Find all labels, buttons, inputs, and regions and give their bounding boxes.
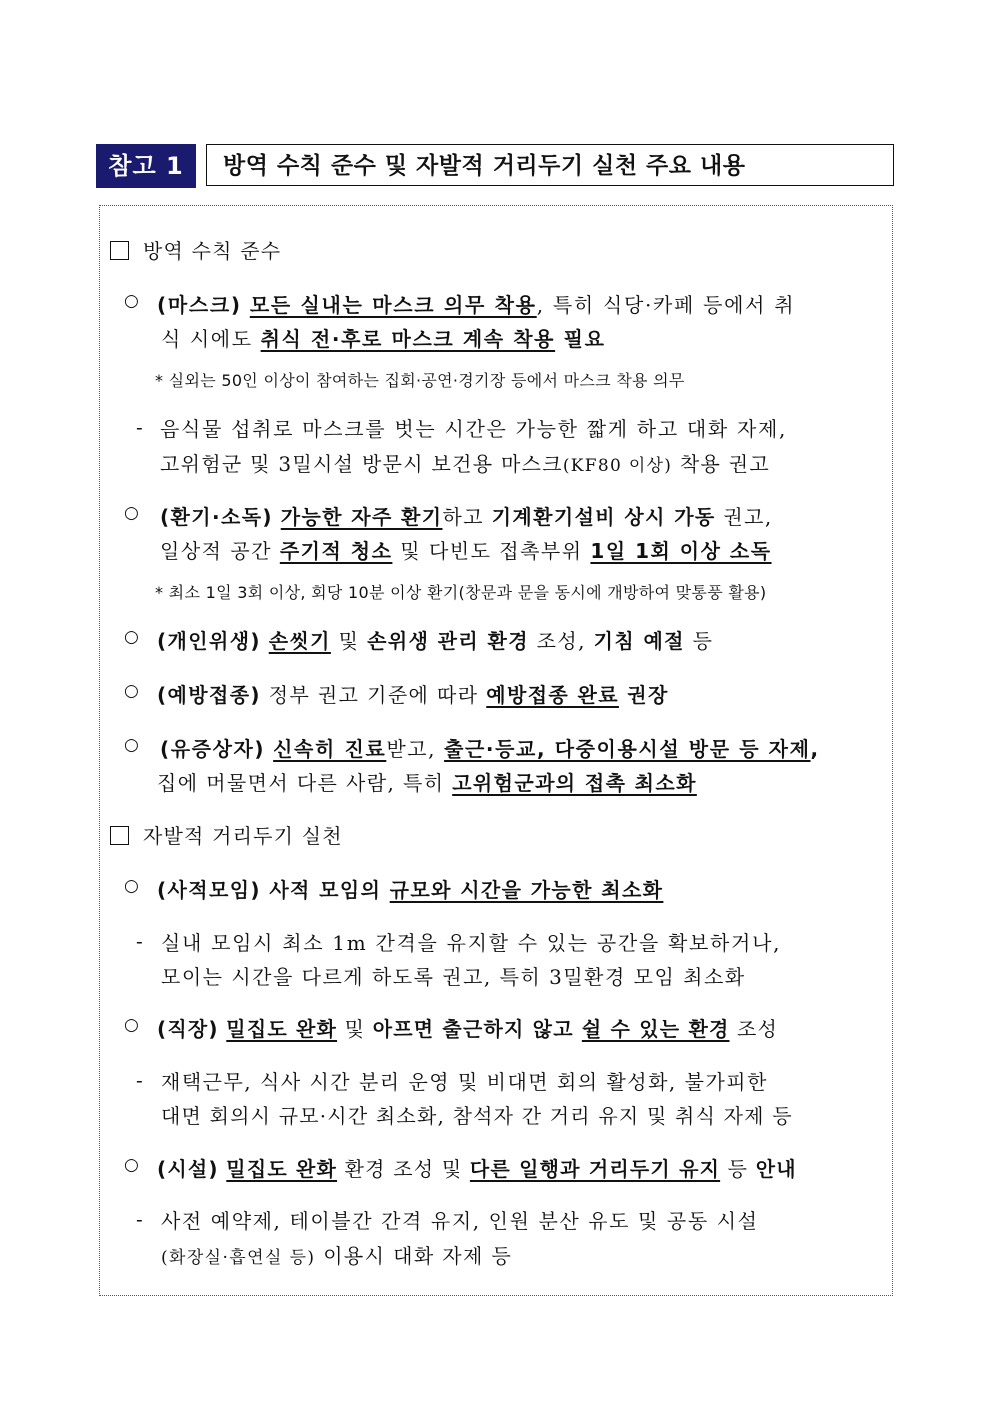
highlight-text: 모든 실내는 마스크 의무 착용 bbox=[249, 293, 537, 317]
highlight-text: 손씻기 bbox=[268, 629, 331, 653]
dash-icon: - bbox=[136, 415, 143, 439]
highlight-text: 밀집도 완화 bbox=[226, 1157, 338, 1181]
body-text: (KF80 이상) bbox=[562, 456, 673, 476]
highlight-text: 출근·등교, 다중이용시설 방문 등 자제 bbox=[444, 737, 811, 761]
body-text: 및 다빈도 접촉부위 bbox=[392, 539, 591, 563]
private-sub-2: 모이는 시간을 다르게 하도록 권고, 특히 3밀환경 모임 최소화 bbox=[161, 965, 746, 989]
body-text: 환경 조성 및 bbox=[337, 1157, 470, 1181]
section-heading-2 bbox=[110, 820, 343, 849]
body-text: 필요 bbox=[555, 327, 606, 351]
section-title: 방역 수칙 준수 bbox=[143, 239, 282, 263]
highlight-text: 주기적 청소 bbox=[279, 539, 393, 563]
highlight-text: 고위험군과의 접촉 최소화 bbox=[452, 771, 697, 795]
body-text: 및 bbox=[330, 629, 368, 653]
dash-icon: - bbox=[136, 929, 143, 953]
work-sub-2: 대면 회의시 규모·시간 최소화, 참석자 간 거리 유지 및 취식 자제 등 bbox=[161, 1104, 793, 1128]
highlight-text: 가능한 자주 환기 bbox=[280, 505, 443, 529]
bullet-circle-icon: ○ bbox=[124, 1155, 139, 1175]
body-text: 받고, bbox=[386, 737, 445, 761]
mask-note: * 실외는 50인 이상이 참여하는 집회·공연·경기장 등에서 마스크 착용 의무 bbox=[155, 371, 685, 390]
body-text: , 특히 식당·카페 등에서 취 bbox=[536, 293, 796, 317]
bullet-circle-icon: ○ bbox=[124, 681, 139, 701]
body-text: 일상적 공간 bbox=[160, 539, 280, 563]
bullet-circle-icon: ○ bbox=[124, 1015, 139, 1035]
body-text: 조성 bbox=[729, 1017, 779, 1041]
item-label: (개인위생) bbox=[157, 629, 261, 653]
highlight-text: 권장 bbox=[618, 683, 669, 707]
highlight-text: 안내 bbox=[755, 1157, 797, 1181]
work-sub-1: 재택근무, 식사 시간 분리 운영 및 비대면 회의 활성화, 불가피한 bbox=[161, 1070, 768, 1094]
private-line bbox=[157, 874, 663, 903]
body-text: 이용시 대화 자제 등 bbox=[315, 1244, 513, 1268]
vaccine-line bbox=[157, 679, 669, 708]
highlight-text: 밀집도 완화 bbox=[226, 1017, 338, 1041]
highlight-text: 기계환기설비 상시 가동 bbox=[491, 505, 716, 529]
highlight-text: 손위생 관리 환경 bbox=[367, 629, 529, 653]
highlight-text: 다른 일행과 거리두기 유지 bbox=[469, 1157, 721, 1181]
highlight-text: 쉴 수 있는 환경 bbox=[581, 1017, 730, 1041]
highlight-text: 1일 1회 이상 소독 bbox=[590, 539, 772, 563]
body-text: 식 시에도 bbox=[161, 327, 261, 351]
item-label: (직장) bbox=[157, 1017, 219, 1041]
item-label: (환기·소독) bbox=[160, 505, 273, 529]
body-text: , bbox=[810, 737, 820, 761]
private-sub-1: 실내 모임시 최소 1m 간격을 유지할 수 있는 공간을 확보하거나, bbox=[161, 931, 782, 955]
highlight-text: 취식 전·후로 마스크 계속 착용 bbox=[260, 327, 556, 351]
item-label: (시설) bbox=[157, 1157, 219, 1181]
vent-line-2 bbox=[160, 535, 772, 564]
body-text: 고위험군 및 3밀시설 방문시 보건용 마스크 bbox=[160, 452, 563, 476]
section-heading-1 bbox=[110, 235, 281, 264]
body-text: 권고, bbox=[715, 505, 773, 529]
highlight-text: 신속히 진료 bbox=[273, 737, 387, 761]
highlight-text: 규모와 시간을 가능한 최소화 bbox=[389, 878, 664, 902]
dash-icon: - bbox=[136, 1207, 143, 1231]
mask-line-2 bbox=[161, 323, 606, 352]
dash-icon: - bbox=[136, 1068, 143, 1092]
bullet-circle-icon: ○ bbox=[124, 876, 139, 896]
facility-sub-1: 사전 예약제, 테이블간 간격 유지, 인원 분산 유도 및 공동 시설 bbox=[161, 1209, 759, 1233]
facility-line bbox=[157, 1153, 797, 1182]
hygiene-line bbox=[157, 625, 713, 654]
checkbox-square-icon bbox=[110, 826, 129, 845]
checkbox-square-icon bbox=[110, 241, 129, 260]
body-text: 착용 권고 bbox=[672, 452, 770, 476]
body-text: (화장실·흡연실 등) bbox=[161, 1248, 316, 1268]
highlight-text: 예방접종 완료 bbox=[486, 683, 619, 707]
item-label: (마스크) bbox=[157, 293, 242, 317]
facility-sub-2 bbox=[161, 1240, 512, 1269]
symptom-line-2 bbox=[157, 767, 697, 796]
work-line bbox=[157, 1013, 778, 1042]
body-text: 등 bbox=[720, 1157, 756, 1181]
item-label: (유증상자) bbox=[160, 737, 266, 761]
body-text: 집에 머물면서 다른 사람, 특히 bbox=[157, 771, 453, 795]
item-label: (사적모임) bbox=[157, 878, 261, 902]
highlight-text: 아프면 출근하지 않고 bbox=[372, 1017, 582, 1041]
bullet-circle-icon: ○ bbox=[124, 291, 139, 311]
body-text: 조성, bbox=[528, 629, 594, 653]
body-text: 정부 권고 기준에 따라 bbox=[260, 683, 487, 707]
body-text: 및 bbox=[337, 1017, 373, 1041]
highlight-text: 기침 예절 bbox=[593, 629, 685, 653]
bullet-circle-icon: ○ bbox=[124, 627, 139, 647]
bullet-circle-icon: ○ bbox=[124, 735, 139, 755]
vent-note: * 최소 1일 3회 이상, 회당 10분 이상 환기(창문과 문을 동시에 개방하여 맞통풍 활용) bbox=[155, 583, 767, 602]
body-text: 등 bbox=[684, 629, 714, 653]
bullet-circle-icon: ○ bbox=[124, 503, 139, 523]
reference-badge: 참고 1 bbox=[96, 144, 196, 188]
section-title: 자발적 거리두기 실천 bbox=[143, 824, 343, 848]
page-title: 방역 수칙 준수 및 자발적 거리두기 실천 주요 내용 bbox=[206, 144, 894, 186]
vent-line-1 bbox=[160, 501, 773, 530]
body-text: 하고 bbox=[442, 505, 492, 529]
mask-sub-1: 음식물 섭취로 마스크를 벗는 시간은 가능한 짧게 하고 대화 자제, bbox=[160, 417, 788, 441]
highlight-text: 사적 모임의 bbox=[260, 878, 390, 902]
item-label: (예방접종) bbox=[157, 683, 261, 707]
symptom-line-1 bbox=[160, 733, 820, 762]
mask-sub-2 bbox=[160, 448, 770, 477]
mask-line-1 bbox=[157, 289, 795, 318]
